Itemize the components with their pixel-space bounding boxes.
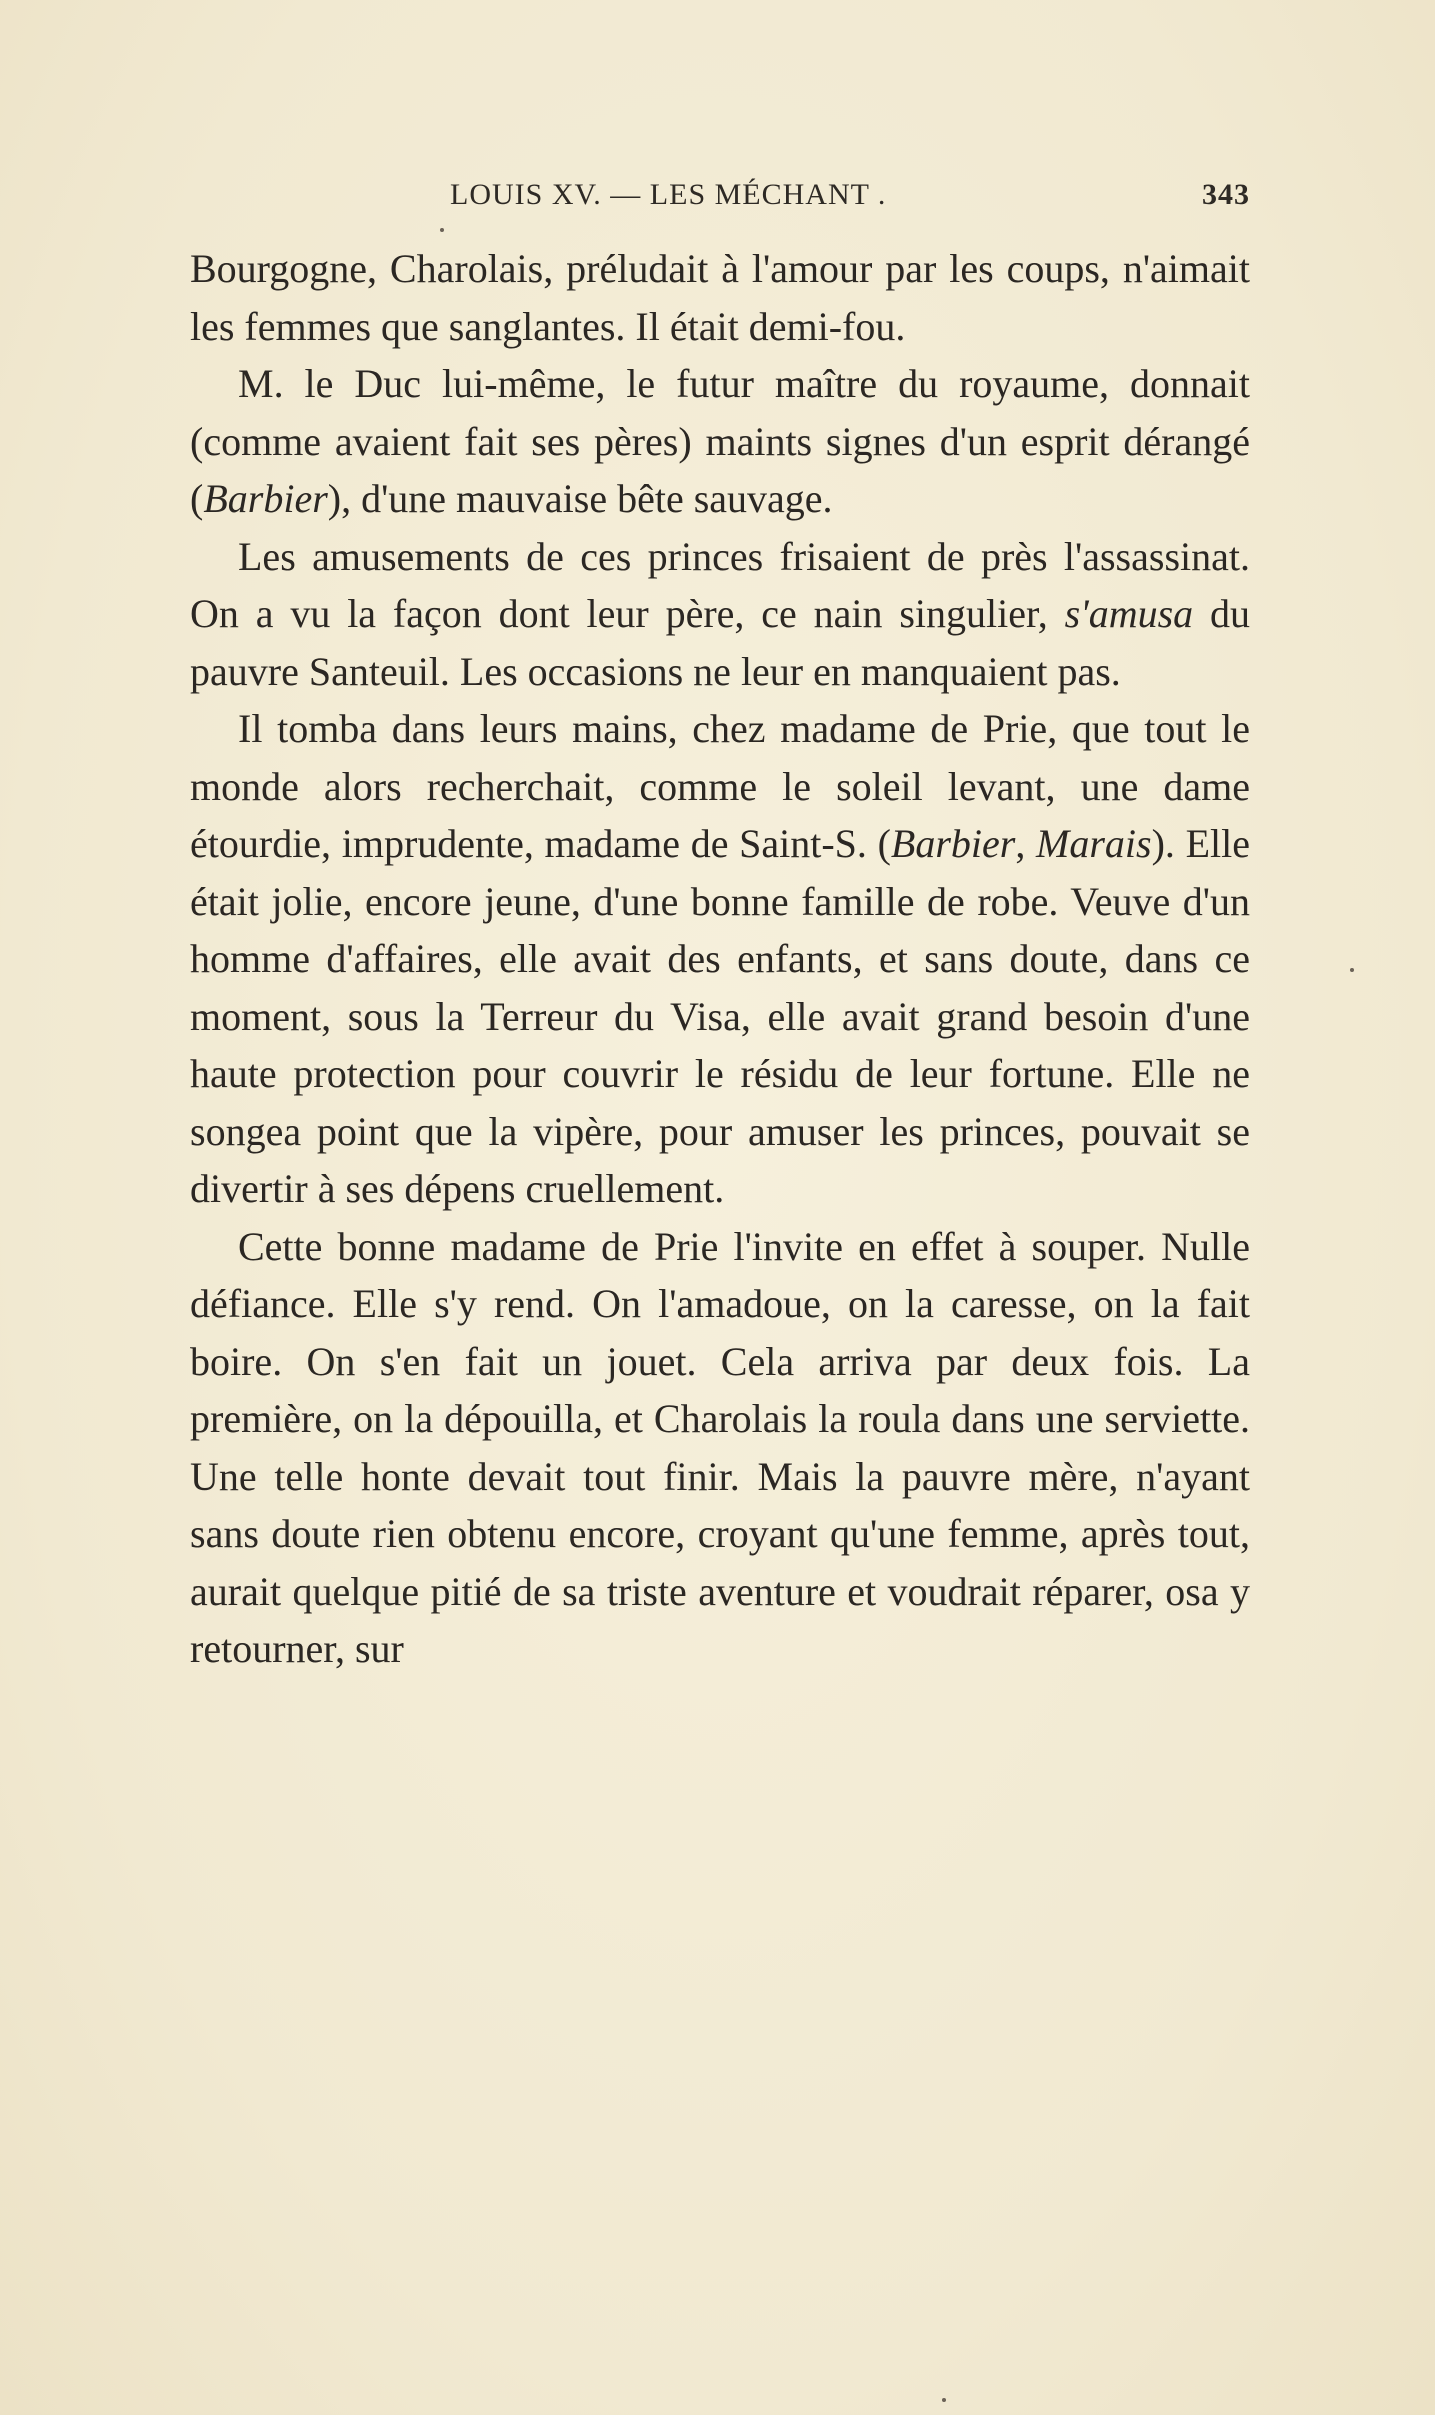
text-run: ,: [1015, 821, 1037, 866]
paragraph-1: [190, 240, 1250, 355]
paper-speck: [1350, 968, 1354, 972]
running-title: LOUIS XV. — LES MÉCHANT .: [450, 178, 887, 211]
body-text: [190, 240, 1250, 1678]
text-run: Bourgogne, Charolais, préludait à l'amour par les coups, n'aimait les femmes que sanglantes. Il était demi-fou.: [190, 246, 1250, 349]
paper-speck: [440, 228, 444, 232]
text-run: du pauvre Santeuil. Les occasions ne leur en manquaient pas.: [190, 591, 1251, 694]
page-number: 343: [1202, 178, 1250, 211]
paper-speck: [942, 2398, 946, 2402]
text-run: Cette bonne madame de Prie l'invite en effet à souper. Nulle défiance. Elle s'y rend. On l'amadoue, on la caresse, on la fait boire. On s'en fait un jouet. Cela arriva par deux fois. La première, on la dépouilla, et Charolais la roula dans une serviette. Une telle honte devait tout finir. Mais la pauvre mère, n'ayant sans doute rien obtenu encore, croyant qu'une femme, après tout, aurait quelque pitié de sa triste aventure et voudrait réparer, osa y retourner, sur: [190, 1223, 1250, 1671]
text-run: Il tomba dans leurs mains, chez madame de Prie, que tout le monde alors recherchait, comme le soleil levant, une dame étourdie, imprudente, madame de Saint-S. (: [190, 706, 1250, 866]
italic-citation: Barbier: [890, 821, 1016, 866]
text-run: ), d'une mauvaise bête sauvage.: [327, 476, 833, 521]
paragraph-4: [190, 700, 1250, 1218]
text-run: Les amusements de ces princes frisaient de près l'assassinat. On a vu la façon dont leur père, ce nain singulier,: [190, 533, 1250, 636]
italic-citation: Barbier: [203, 476, 328, 521]
running-header: [190, 178, 1250, 222]
paragraph-2: [190, 355, 1250, 528]
italic-citation: s'amusa: [1064, 591, 1194, 636]
text-run: ). Elle était jolie, encore jeune, d'une bonne famille de robe. Veuve d'un homme d'affaires, elle avait des enfants, et sans doute, dans ce moment, sous la Terreur du Visa, elle avait grand besoin d'une haute protection pour couvrir le résidu de leur fortune. Elle ne songea point que la vipère, pour amuser les princes, pouvait se divertir à ses dépens cruellement.: [190, 821, 1251, 1211]
paragraph-5: [190, 1218, 1250, 1678]
italic-citation: Marais: [1036, 821, 1152, 866]
text-run: M. le Duc lui-même, le futur maître du royaume, donnait (comme avaient fait ses pères) maints signes d'un esprit dérangé (: [190, 361, 1250, 521]
paragraph-3: [190, 528, 1250, 701]
